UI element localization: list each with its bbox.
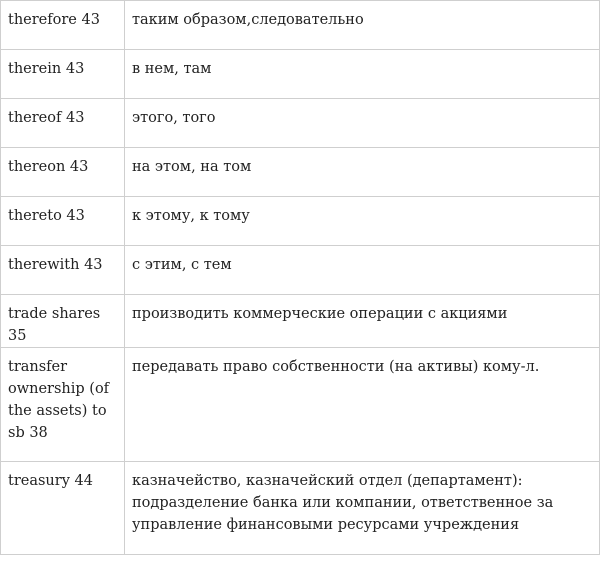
table-row: [1, 462, 600, 555]
term-cell: therein 43: [1, 50, 125, 99]
definition-cell: передавать право собственности (на активы) кому-л.: [125, 348, 600, 462]
table-row: [1, 295, 600, 348]
definition-cell: к этому, к тому: [125, 197, 600, 246]
definition-cell: этого, того: [125, 99, 600, 148]
term-cell: thereto 43: [1, 197, 125, 246]
table-row: [1, 348, 600, 462]
table-row: [1, 197, 600, 246]
definition-cell: производить коммерческие операции с акциями: [125, 295, 600, 348]
definition-cell: на этом, на том: [125, 148, 600, 197]
term-cell: therewith 43: [1, 246, 125, 295]
definition-cell: таким образом,следовательно: [125, 1, 600, 50]
term-cell: trade shares 35: [1, 295, 125, 348]
term-cell: transfer ownership (of the assets) to sb 38: [1, 348, 125, 462]
term-cell: treasury 44: [1, 462, 125, 555]
term-cell: thereof 43: [1, 99, 125, 148]
definition-cell: казначейство, казначейский отдел (департамент): подразделение банка или компании, ответственное за управление финансовыми ресурсами учреждения: [125, 462, 600, 555]
table-row: [1, 1, 600, 50]
table-row: [1, 99, 600, 148]
table-row: [1, 246, 600, 295]
term-cell: thereon 43: [1, 148, 125, 197]
definition-cell: в нем, там: [125, 50, 600, 99]
table-row: [1, 50, 600, 99]
term-cell: therefore 43: [1, 1, 125, 50]
table-row: [1, 148, 600, 197]
definition-cell: с этим, с тем: [125, 246, 600, 295]
